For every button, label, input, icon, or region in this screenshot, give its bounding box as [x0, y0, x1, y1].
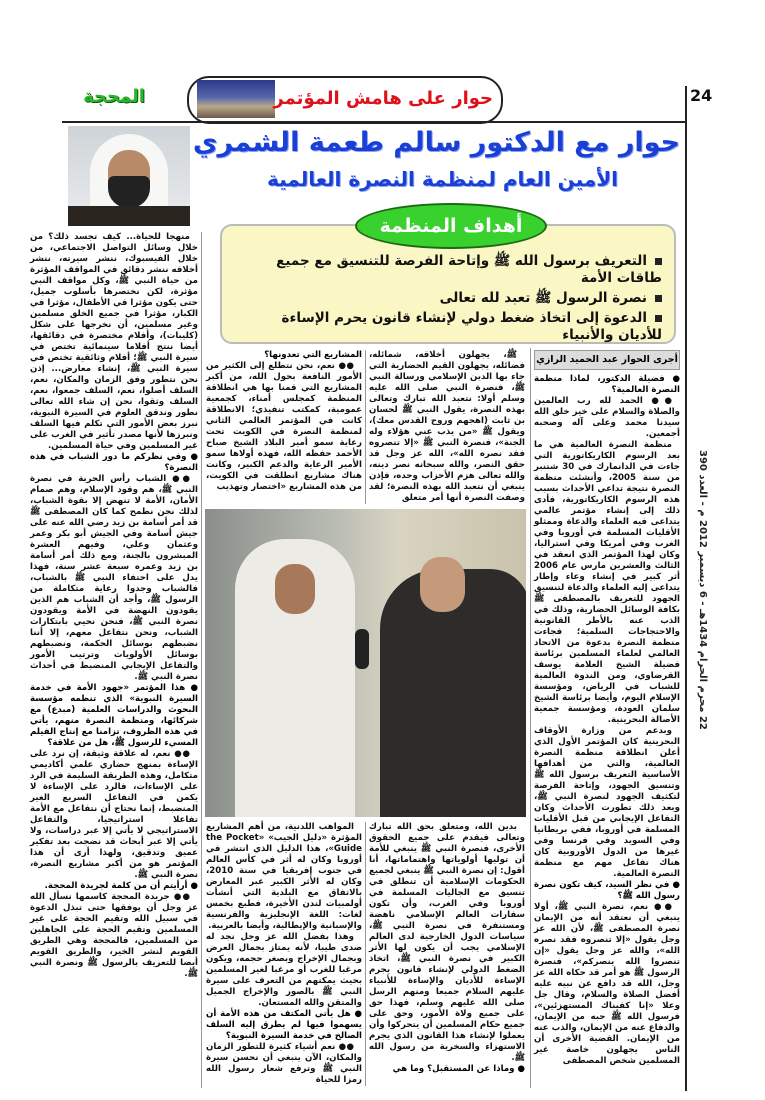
- goal-item: الدعوة إلى اتخاذ ضغط دولي لإنشاء قانون يحرم الإساءة للأديان والأنبياء: [281, 310, 662, 343]
- middle-top-row: [203, 350, 528, 504]
- interview-question: ● هل يأتي المكتف من هذه الأمة أن يسهموا فيها لم يطرق إليه السلف الصالح في خدمة السيرة النبوية؟: [206, 1009, 362, 1041]
- portrait-photo: [68, 126, 190, 226]
- paragraph: ●● الشباب رأس الحربة في نصرة النبي ﷺ، هم وقود الإسلام، وهم صمام الأمان، الأمة لا تنهض إلا بقوة الشباب، لذلك نحن نطمح كما كان المصطفى ﷺ قد أمر أسامة بن زيد رضي الله عنه على جيش أسامة وفي الجيش أبو بكر وعمر وعثمان وعلي، وفيهم العشرة المبشرون بالجنة، ومع ذلك أمر أسامة بن زيد وعمره سبعة عشر سنة، فهذا يدل على احتفاء النبي ﷺ بالشباب، فالشباب وجدوا رعاية متكاملة من الرسول ﷺ، وأجد أن الشباب هم الذين يقودون النهضة في الأمة ويقودون نصرة النبي ﷺ، فنحن نحيي بابتكارات الشباب، ونحن نتفاعل معهم، إلا أننا نضبطهم بوسائل الحكمة، ونضبطهم بوسائل الأولويات وترتيب الأمور والتفاعل الإيجابي المنضبط في أحداث نصرة النبي ﷺ.: [30, 474, 198, 682]
- goals-title-badge: [355, 203, 547, 249]
- middle-bottom-row: [203, 822, 528, 1086]
- photo-person-right-face: [420, 557, 465, 612]
- interview-question: ● أرأيتم أن من كلمة لجريدة المحجة.: [44, 881, 198, 891]
- interview-question: ● فضيلة الدكتور، لماذا منظمة النصرة العالمية؟: [534, 374, 680, 395]
- column-far-left: [30, 232, 198, 980]
- paragraph: وهذا بفضل الله عز وجل نجد له صدى طيبا، لأنه يمتاز بجمال العرض وبجمال الإخراج وبصغر حجمه، ويكون مرغبا للغرب أو مرغبا لغير المسلمين بحيث يمكنهم من التعرف على سيرة النبي ﷺ بالصور والإخراج الجميل والمتقن والله المستعان.: [206, 932, 362, 1008]
- margin-rule: [685, 86, 687, 1091]
- interview-photo: [205, 509, 526, 817]
- paragraph: ●● نعم، له علاقة وثيقة، إن نرد على الإساءة بمنهج حضاري علمي أكاديمي متكامل، وهذه الطريقة السليمة في الرد على الإساءات، فالرد على الإساءة لا يكمن في التفاعل السريع الغير المنضبط، إنما نحتاج أن نتفاعل مع الأمة تفاعلا استراتيجيا، والتفاعل الاستراتيجي لا يأتي إلا عبر دراسات، ولا يأتي إلا عبر أبحاث قد نضجت بعد تفكير عميق وتدقيق، ولهذا أرى أن هذا المؤتمر هو من أكبر مشاريع النصرة، نصرة النبي ﷺ.: [30, 749, 198, 880]
- header-rule: [62, 121, 687, 123]
- issue-strip: 22 محرم الحرام 1434هـ - 6 ديسمبر 2012 م - العدد 390: [697, 450, 708, 730]
- goal-item: نصرة الرسول ﷺ تعبد لله تعالى: [234, 290, 662, 307]
- banner-box: [187, 76, 503, 124]
- column-divider: [530, 348, 531, 1088]
- article-title: حوار مع الدكتور سالم طعمة الشمري: [192, 127, 680, 158]
- page-number: 24: [690, 86, 713, 105]
- interview-question: ● هذا المؤتمر «جهود الأمة في خدمة السيرة النبوية» الذي تنظمه مؤسسة البحوث والدراسات العلمية (مبدع) مع شركائها، ومنظمة النصرة منهم، يأتي في هذه الظروف، تزامنا مع إنتاج الفيلم المسيء للرسول ﷺ، هل من علاقة؟: [30, 683, 198, 748]
- paragraph: وبدعم من وزارة الأوقاف البحرينية كان المؤتمر الأول الذي أعلن انطلاقة منظمة النصرة العالمية، والتي من أهدافها الأساسية التعريف برسول الله ﷺ وتنسيق الجهود، وإتاحة الفرصة لتكثيف الجهود لنصرة النبي ﷺ، وبعد ذلك تطورت الأحداث وكان التفاعل الإيجابي من قبل الأقليات المسلمة في أوروبا، ففي بريطانيا وفي السويد وفي فرنسا وفي غيرها من الدول الأوروبية كان هناك تفاعل مهم مع منظمة النصرة العالمية.: [534, 726, 680, 879]
- paragraph: منظمة النصرة العالمية هي ما بعد الرسوم الكاريكاتورية التي جاءت في الدانمارك في 30 شتنبر من سنة 2005، وأنشئت منظمة النصرة نتيجة تداعي الأحداث بسبب هذه الرسوم الكاريكاتورية، فأدى ذلك إلى إنشاء مؤتمر عالمي يتداعى فيه العلماء والدعاة وممثلو الأقليات المسلمة في أوروبا وفي الغرب وفي أمريكا وفي استراليا، وكان لهذا المؤتمر الذي انعقد في الثالث والعشرين مارس عام 2006 أثر كبير في إنشاء وعاء وإطار يتداعى إليه العلماء والدعاة لتنسيق الجهود للتعريف بالمصطفى ﷺ بكافة الوسائل الحضارية، وذلك في الذب عنه بالأطر القانونية والاحتجاجات السلمية؛ فجاءت منظمة النصرة بدعوة من الاتحاد العالمي لعلماء المسلمين برئاسة فضيلة الشيخ العلامة يوسف القرضاوي، ومن الندوة العالمية للشباب في الرياض، ومؤسسة الإسلام اليوم، وأيضا برئاسة الشيخ سلمان العودة، ومؤسسة جمعية الأصالة البحرينية.: [534, 440, 680, 725]
- paragraph: بدين الله، ومتعلق بحق الله تبارك وتعالى فيقدم على جميع الحقوق الأخرى، فنصرة النبي ﷺ ينبغي للأمة أن توليها أولوياتها واهتماماتها، أنا أقول: إن نصرة النبي ﷺ ينبغي لجميع الحكومات الإسلامية أن تنطلق في تنسيق مع الجاليات المسلمة في أوروبا وفي الغرب، وأن تكون سفارات العالم الإسلامي ناهضة ومستنفرة في نصرة النبي ﷺ، سياسات الدول الخارجية لدى العالم الإسلامي يجب أن يكون لها الأثر الكبير في نصرة النبي ﷺ، اتخاذ الضغط الدولي لإنشاء قانون يجرم الإساءة للأديان والإساءة للأنبياء عليهم السلام جميعا ومنهم الرسل صلى الله عليهم وسلم، فهذا حق على جميع ولاة الأمور، وحق على جميع حكام المسلمين أن يتحركوا وأن يعملوا لإنشاء هذا القانون الذي يجرم الاستهزاء والسخرية من رسول الله ﷺ.: [369, 822, 525, 1063]
- interview-question: ● في نظر السيد، كيف تكون نصرة رسول الله ﷺ؟: [534, 880, 680, 901]
- interview-question: ● وماذا عن المستقبل؟ وما هي: [392, 1064, 525, 1074]
- byline: أجرى الحوار عبد الحميد الرازي: [534, 350, 680, 370]
- photo-person-left-face: [275, 564, 315, 614]
- photo-microphone: [355, 629, 369, 669]
- paragraph: ●● نعم، نحن نتطلع إلى الكثير من الأمور النافعة بحول الله، من أكبر المشاريع التي قمنا بها هي انطلاقة المنظمة كمجلس أمناء، كجمعية عمومية، كمكتب تنفيذي؛ الانطلاقة كانت في المؤتمر العالمي الثاني لمنظمة النصرة في الكويت تحت رعاية سمو أمير البلاد الشيخ صباح الأحمد حفظه الله، فهذه أولاها سمو الأمير الرعاية والدعم الكبير، وكانت هناك مشاريع انطلقت في الكويت، من هذه المشاريع «اختصار وتهذيب: [206, 361, 362, 492]
- paragraph: منهجا للحياة... كيف تجسد ذلك؟ من خلال وسائل التواصل الاجتماعي، من خلال الفيسبوك، ننشر سيرته، ننشر أخلاقه ننشر دقائق في المواقف المؤثرة من حياة النبي ﷺ، وكل مواقف النبي مؤثرة، لكن نختصرها بأسلوب جميل، حتى يكون مؤثرا في الأطفال، مؤثرا في الكبار، مؤثرا في جميع الخلق مسلمين وغير مسلمين، أن نخرجها على شكل (كليبات)، وأفلام مختصرة في دقائقها، أيضا ننتج أفلاما سينمائية تختص في سيرة النبي ﷺ؛ أفلام وثائقية تختص في سيرة النبي ﷺ، إنشاء معارض... إذن نحن نتطور وفق الزمان والمكان، نعم، السلف أصلوا، نعم، السلف جمعوا، نعم، السلف وثقوا، نحن إن شاء الله تعالى نطور وندقق العلوم في السيرة النبوية، نبرز بعض الأمور التي تكلم فيها السلف ونبرزها لأنها مصدر تأثير في الغرب على غير المسلمين وفي حياة المسلمين.: [30, 232, 198, 451]
- column-mid-bottom: [366, 822, 528, 1086]
- conference-thumbnail: [197, 80, 275, 118]
- right-column-block: [534, 350, 680, 1067]
- column-left-top: [203, 350, 366, 504]
- interview-question: ● وفي نظركم ما دور الشباب في هذه النصرة؟: [30, 452, 198, 473]
- portrait-robe: [68, 206, 190, 226]
- paragraph: ●● جريدة المحجة كاسمها نسأل الله عز وجل أن يوفقها حتى تبذل الدعوة في سبيل الله وتقيم الحجة على غير المسلمين وتقيم الحجة على الجاهلين من المسلمين، فالمحجة وهي الطريق القويم لنشر الخير، والطريق القويم أيضا للتعريف بالرسول ﷺ ونصرة النبي ﷺ.: [30, 892, 198, 979]
- goal-item: التعريف برسول الله ﷺ وإتاحة الفرصة للتنسيق مع جميع طاقات الأمة: [276, 253, 662, 286]
- paragraph: ●● نعم أشياء كثيرة للتطور الزمان والمكان، الآن ينبغي أن نحسن سيرة النبي ﷺ وترفع شعار رسول الله رمزا للحياة: [206, 1042, 362, 1085]
- column-right: [534, 374, 680, 1067]
- paragraph: المواهب اللدنية، من أهم المشاريع المؤثرة «دليل الجيب» «the Pocket Guide»، هذا الدليل الذي انتشر في أوروبا وكان له أثر في كأس العالم في جنوب إفريقيا في سنة 2010، وكان له الأثر الكبير عبر المعارض بالاتفاق مع البلدية التي أنشأت أولمبيات لندن الأخيرة، فطبع بخمس لغات: اللغة الإنجليزية والفرنسية والإسبانية والإيطالية، وأيضا بالعربية.: [206, 822, 363, 931]
- column-divider: [201, 232, 202, 1088]
- banner-title: حوار على هامش المؤتمر: [273, 88, 493, 109]
- paragraph: ●● نعم، نصرة النبي ﷺ، أولا ينبغي أن نعتقد أنه من الإيمان نصرة المصطفى ﷺ، لأن الله عز وجل يقول «إلا تنصروه فقد نصره الله»، والله عز وجل يقول «إن تنصروا الله ينصركم»، فنصرة الرسول ﷺ هو أمر قد حكاه الله عز وجل، الله قد دافع عن نبيه عليه أفضل الصلاة والسلام، وقال جل وعلا «إنا كفيناك المستهزئين»، فرسول الله ﷺ حبه من الإيمان، والدفاع عنه من الإيمان، والذب عنه من الإيمان. القضية الأخرى أن الناس يجهلون خاصة غير المسلمين شخص المصطفى: [534, 902, 680, 1066]
- column-mid-top: [366, 350, 528, 504]
- goals-title: أهداف المنظمة: [379, 215, 523, 237]
- section-logo: المحجة: [83, 86, 145, 107]
- paragraph: ●● الحمد لله رب العالمين والصلاة والسلام على خير خلق الله سيدنا محمد وعلى آله وصحبه أجمعين.: [534, 396, 680, 439]
- column-left-bottom: [203, 822, 366, 1086]
- paragraph: ﷺ، يجهلون أخلاقه، شمائله، فضائله، يجهلون القيم الحضارية التي جاء بها الدين الإسلامي ورسالة النبي ﷺ، فنصرة النبي صلى الله عليه وسلم أولا: نتعبد الله تبارك وتعالى بهذه النصرة، يقول النبي ﷺ لحسان بن ثابت (اهجهم وروح القدس معك)، ويقول ﷺ «من يذب عني هؤلاء وله الجنة»، فنصرة النبي ﷺ «إلا تنصروه فقد نصره الله»، الله عز وجل قد حقق النصر، والله سبحانه نصر دينه، والله تعالى هزم الأحزاب وحده، فإذن ينبغي أن نتعبد الله بهذه النصرة؛ لقد وصفت النصرة أنها أمر متعلق: [369, 350, 525, 503]
- middle-block: [203, 350, 528, 1086]
- article-subtitle: الأمين العام لمنظمة النصرة العالمية: [267, 167, 618, 191]
- interview-question: المشاريع التي تعدونها؟: [264, 350, 362, 360]
